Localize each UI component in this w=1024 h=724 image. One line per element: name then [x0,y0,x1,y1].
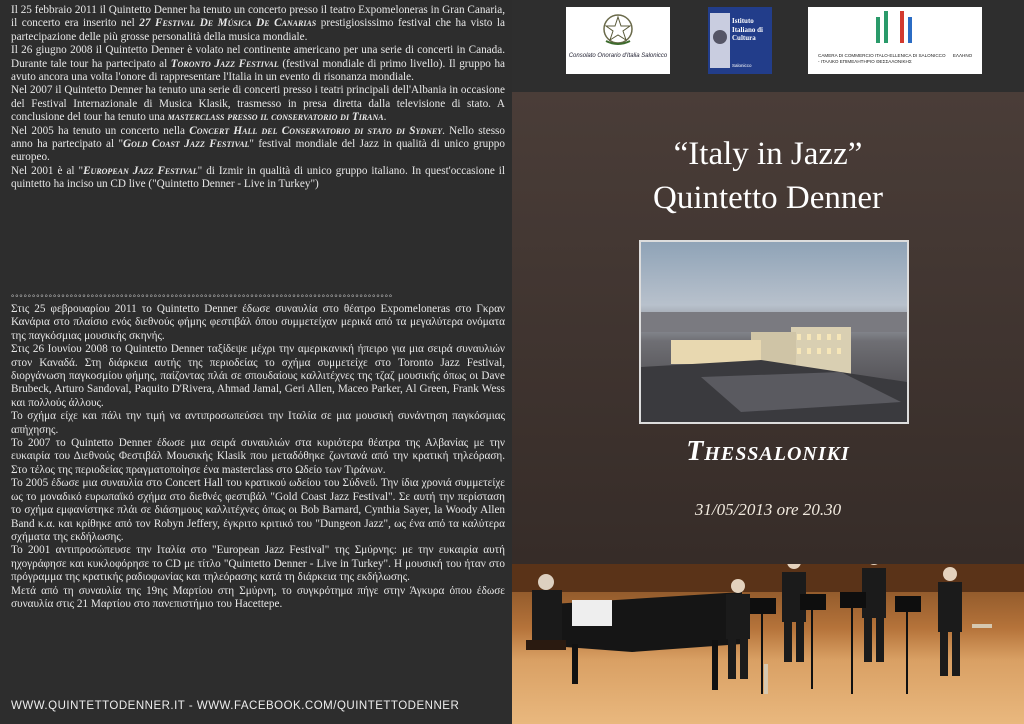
greek-paragraph: Στις 26 Ιουνίου 2008 το Quintetto Denner ταξίδεψε μέχρι την αμερικανική ήπειρο για μια σειρά συναυλιών στον Καναδά. Στη διάρκεια αυτής της περιοδείας το σχήμα συμμετείχε στο Toronto Jazz Festival, διοργάνωση παγκοσμίου φήμης, παίζοντας πλάι σε σπουδαίους καλλιτέχνες της τζαζ μουσικής όπως οι Dave Brubeck, Arturo Sandoval, Paquito D'Rivera, Ahmad Jamal, Geri Allen, Maceo Parker, Al Green, Frank Wess και πολλούς άλλους. [11,343,505,409]
greek-paragraph: Στις 25 φεβρουαρίου 2011 το Quintetto Denner έδωσε συναυλία στο θέατρο Expomeloneras στο Γκραν Κανάρια στο πλαίσιο ενός διεθνούς φήμης φεστιβάλ όπου συμμετείχαν μερικά από τα μεγαλύτερα ονόματα της παγκόσμιας μουσικής σκηνής. [11,303,505,342]
logo-bar [512,0,1024,92]
paragraph-text: " di Izmir in qualità di unico gruppo italiano. In quest'occasione il quintetto ha inciso un CD live ("Quintetto Denner - Live in Turkey") [11,164,505,191]
italian-paragraph [11,165,505,192]
emphasis-text: European Jazz Festival [83,164,198,177]
paragraph-text: . Nello stesso anno ha partecipato al " [11,124,505,151]
venue-photo [639,240,909,424]
italian-paragraph [11,84,505,124]
italian-paragraph [11,4,505,44]
paragraph-text: . [383,111,387,124]
istituto-caption: Istituto Italiano di Cultura [732,17,763,42]
camera-caption: CAMERA DI COMMERCIO ITALO-ELLENICA DI SALONICCO ΕΛΛΗΝΟ - ΙΤΑΛΙΚΟ ΕΠΙΜΕΛΗΤΗΡΙΟ ΘΕΣΣΑΛΟΝΙΚΗΣ [818,53,973,64]
emphasis-text: Concert Hall del Conservatorio di stato di Sydney [189,124,443,137]
paragraph-text: " festival mondiale del Jazz in qualità di unico gruppo europeo. [11,138,505,164]
greek-paragraph: Το 2005 έδωσε μια συναυλία στο Concert Hall του κρατικού ωδείου του Σύδνεϋ. Την ίδια χρονιά συμμετείχε ως το μοναδικό ευρωπαϊκό σχήμα στο διεθνές φεστιβάλ "Gold Coast Jazz Festival". Σε αυτή την περίσταση το σχήμα εμφανίστηκε πλάι σε διάσημους καλλιτέχνες όπως οι Bob Barnard, Cynthia Sayer, la Woody Allen Band κ.α. και κρίθηκε από τον Robyn Jeffery, έγκριτο κριτικό του "Dungeon Jazz", ως ένα από τα καλύτερα σχήματα της εκδήλωσης. [11,477,505,543]
istituto-logo [708,7,772,74]
emphasis-text: masterclass presso il conservatorio di Tirana [167,111,384,124]
emphasis-text: 27 Festival De Música De Canarias [139,17,317,30]
istituto-subcaption: Salonicco [732,63,752,68]
camera-logo [808,7,982,74]
paragraph-text: Nel 2005 ha tenuto un concerto nella [11,124,190,137]
right-panel [512,0,1024,724]
quintet-on-stage-image [512,564,1024,724]
greek-paragraph: Το 2001 αντιπροσώπευσε την Ιταλία στο "European Jazz Festival" της Σμύρνης: με την ευκαιρία αυτή ηχογράφησε και κυκλοφόρησε το CD με τίτλο "Quintetto Denner - Live in Turkey". Η μουσική του ήταν στο πρόγραμμα της κρατικής ραδιοφωνίας και τηλεόρασης κατά τη διάρκεια της εκδήλωσης. [11,544,505,584]
paragraph-text: Nel 2007 il Quintetto Denner ha tenuto una serie di concerti presso i teatri principali dell'Albania in occasione del Festival Internazionale di Musica Klasik, trasmesso in presa diretta dalla televisione di stato. A conclusione del tour ha tenuto una [11,84,505,124]
poster-content [512,92,1024,564]
paragraph-text: Il 26 giugno 2008 il Quintetto Denner è volato nel continente americano per una serie di concerti in Canada. Durante tale tour ha partecipato al [11,44,505,70]
separator: °°°°°°°°°°°°°°°°°°°°°°°°°°°°°°°°°°°°°°°°°°°°°°°°°°°°°°°°°°°°°°°°°°°°°°°°°°°°°°°°°°°°°°°°°°° [11,293,394,302]
italian-paragraph [11,125,505,165]
camera-commercio-icon [808,7,982,51]
band-photo [512,564,1024,724]
italian-emblem-icon [566,7,670,53]
paragraph-text: (festival mondiale di primo livello). Il gruppo ha avuto ancora una volta l'onore di rappresentare l'Italia in un evento di risonanza mondiale. [11,57,505,84]
greek-paragraph: Το σχήμα είχε και πάλι την τιμή να αντιπροσωπεύσει την Ιταλία σε μια μουσική συνάντηση παγκόσμιας απήχησης. [11,410,505,436]
venue-building-image [641,242,907,422]
greek-text [11,303,505,611]
event-title: “Italy in Jazz” [673,136,863,172]
consolato-caption: Consolato Onorario d'Italia Salonicco [568,53,668,59]
city-name: Thessaloniki [686,436,850,467]
emphasis-text: Gold Coast Jazz Festival [123,138,250,151]
italian-paragraph [11,44,505,84]
consolato-logo [566,7,670,74]
event-date: 31/05/2013 ore 20.30 [694,500,842,519]
greek-paragraph: Μετά από τη συναυλία της 19ης Μαρτίου στη Σμύρνη, το συγκρότημα πήγε στην Άγκυρα όπου έδωσε συναυλία στις 21 Μαρτίου στο πανεπιστήμιο του Hacettepe. [11,584,505,610]
istituto-icon [708,7,732,74]
footer-links[interactable]: WWW.QUINTETTODENNER.IT - WWW.FACEBOOK.COM/QUINTETTODENNER [11,700,460,712]
band-name: Quintetto Denner [652,180,884,216]
paragraph-text: Il 25 febbraio 2011 il Quintetto Denner ha tenuto un concerto presso il teatro Expomeloneras in Gran Canaria, il concerto era inserito nel [11,4,505,30]
paragraph-text: prestigiosissimo festival che ha visto la partecipazione delle più grosse personalità della musica mondiale. [11,17,505,43]
paragraph-text: Nel 2001 è al " [11,164,84,177]
greek-paragraph: Το 2007 το Quintetto Denner έδωσε μια σειρά συναυλιών στα κυριότερα θέατρα της Αλβανίας με την ευκαιρία του Διεθνούς Φεστιβάλ Μουσικής Klasik που μεταδόθηκε ζωντανά από την κρατική τηλεόραση. Στο τέλος της περιοδείας πραγματοποίησε ένα masterclass στο Ωδείο των Τιράνων. [11,437,505,476]
emphasis-text: Toronto Jazz Festival [170,57,279,70]
italian-text [11,4,505,192]
